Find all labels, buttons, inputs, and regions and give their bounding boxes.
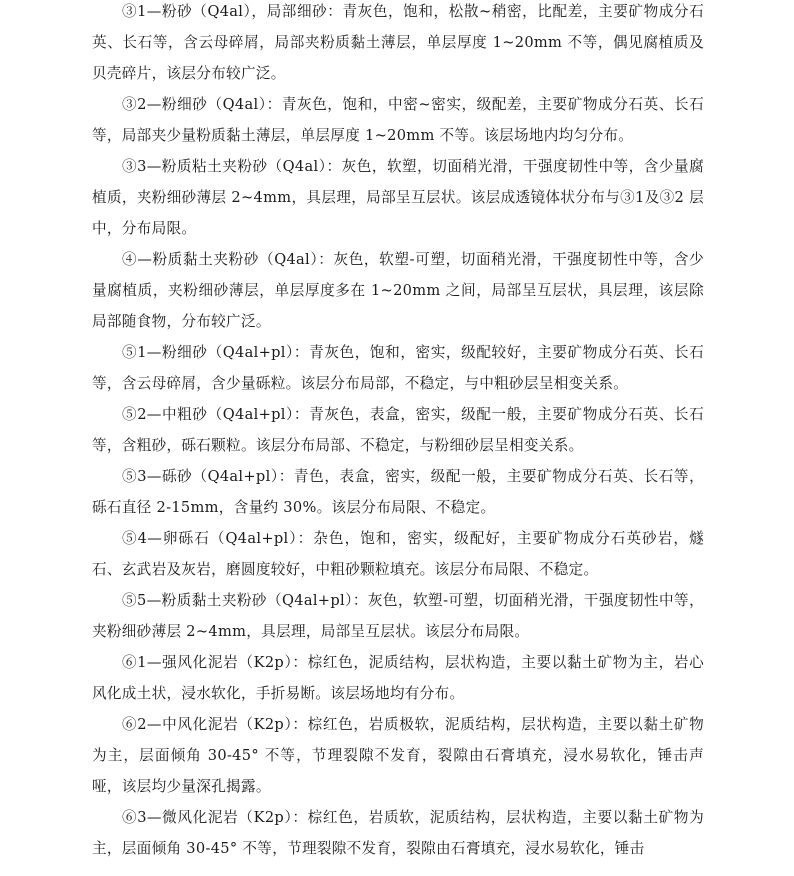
paragraph-layer-4: ④—粉质黏土夹粉砂（Q4al）：灰色，软塑-可塑，切面稍光滑，干强度韧性中等，含少量腐植质，夹粉细砂薄层，单层厚度多在 1~20mm 之间，局部呈互层状，具层理，该层除局部随食物，分布较广泛。 (92, 251, 704, 330)
paragraph-layer-3-2: ③2—粉细砂（Q4al）：青灰色，饱和，中密~密实，级配差，主要矿物成分石英、长石等，局部夹少量粉质黏土薄层，单层厚度 1~20mm 不等。该层场地内均匀分布。 (92, 96, 704, 144)
paragraph-layer-5-5: ⑤5—粉质黏土夹粉砂（Q4al+pl）：灰色，软塑-可塑，切面稍光滑，干强度韧性中等，夹粉细砂薄层 2~4mm，具层理，局部呈互层状。该层分布局限。 (92, 592, 704, 640)
document-page (92, 0, 704, 864)
paragraph-layer-3-1: ③1—粉砂（Q4al），局部细砂：青灰色，饱和，松散~稍密，比配差，主要矿物成分石英、长石等，含云母碎屑，局部夹粉质黏土薄层，单层厚度 1~20mm 不等，偶见腐植质及贝壳碎片，该层分布较广泛。 (92, 3, 704, 82)
paragraph-layer-5-4: ⑤4—卵砾石（Q4al+pl）：杂色，饱和，密实，级配好，主要矿物成分石英砂岩，燧石、玄武岩及灰岩，磨圆度较好，中粗砂颗粒填充。该层分布局限、不稳定。 (92, 530, 704, 578)
paragraph-layer-6-2: ⑥2—中风化泥岩（K2p）：棕红色，岩质极软，泥质结构，层状构造，主要以黏土矿物为主，层面倾角 30-45° 不等，节理裂隙不发育，裂隙由石膏填充，浸水易软化，锤击声哑，该层均少量深孔揭露。 (92, 716, 704, 795)
paragraph-layer-5-3: ⑤3—砾砂（Q4al+pl）：青色，表盒，密实，级配一般，主要矿物成分石英、长石等，砾石直径 2-15mm，含量约 30%。该层分布局限、不稳定。 (92, 468, 704, 516)
paragraph-layer-5-2: ⑤2—中粗砂（Q4al+pl）：青灰色，表盒，密实，级配一般，主要矿物成分石英、长石等，含粗砂，砾石颗粒。该层分布局部、不稳定，与粉细砂层呈相变关系。 (92, 406, 704, 454)
paragraph-layer-6-1: ⑥1—强风化泥岩（K2p）：棕红色，泥质结构，层状构造，主要以黏土矿物为主，岩心风化成土状，浸水软化，手折易断。该层场地均有分布。 (92, 654, 704, 702)
paragraph-layer-3-3: ③3—粉质粘土夹粉砂（Q4al）：灰色，软塑，切面稍光滑，干强度韧性中等，含少量腐植质，夹粉细砂薄层 2~4mm，具层理，局部呈互层状。该层成透镜体状分布与③1及③2 层中，分布局限。 (92, 158, 704, 237)
paragraph-layer-6-3: ⑥3—微风化泥岩（K2p）：棕红色，岩质软，泥质结构，层状构造，主要以黏土矿物为主，层面倾角 30-45° 不等，节理裂隙不发育，裂隙由石膏填充，浸水易软化，锤击 (92, 809, 704, 857)
paragraph-layer-5-1: ⑤1—粉细砂（Q4al+pl）：青灰色，饱和，密实，级配较好，主要矿物成分石英、长石等，含云母碎屑，含少量砾粒。该层分布局部，不稳定，与中粗砂层呈相变关系。 (92, 344, 704, 392)
